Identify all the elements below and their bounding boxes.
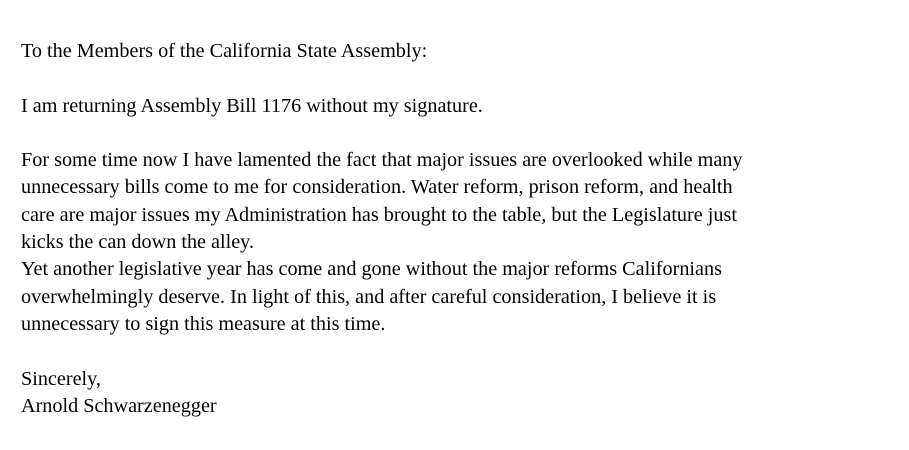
paragraph-line: unnecessary to sign this measure at this time. xyxy=(21,312,386,335)
salutation: To the Members of the California State Assembly: xyxy=(21,40,428,62)
paragraph-overlooked-issues xyxy=(21,147,896,256)
paragraph-line: kicks the can down the alley. xyxy=(21,231,255,254)
paragraph-line: Yet another legislative year has come and gone without the major reforms Californians xyxy=(21,258,722,281)
paragraph-line: unnecessary bills come to me for consideration. Water reform, prison reform, and health xyxy=(21,176,733,199)
veto-letter xyxy=(21,38,896,420)
paragraph-line: For some time now I have lamented the fact that major issues are overlooked while many xyxy=(21,149,743,172)
closing: Sincerely, xyxy=(21,367,101,390)
paragraph-legislative-year xyxy=(21,256,896,338)
paragraph-gap xyxy=(21,65,896,92)
paragraph-line: overwhelmingly deserve. In light of this, and after careful consideration, I believe it is xyxy=(21,285,717,308)
paragraph-line: care are major issues my Administration has brought to the table, but the Legislature just xyxy=(21,203,737,226)
signature-name: Arnold Schwarzenegger xyxy=(21,394,217,417)
paragraph-gap xyxy=(21,338,896,365)
opening-line: I am returning Assembly Bill 1176 without my signature. xyxy=(21,94,483,117)
paragraph-gap xyxy=(21,120,896,147)
